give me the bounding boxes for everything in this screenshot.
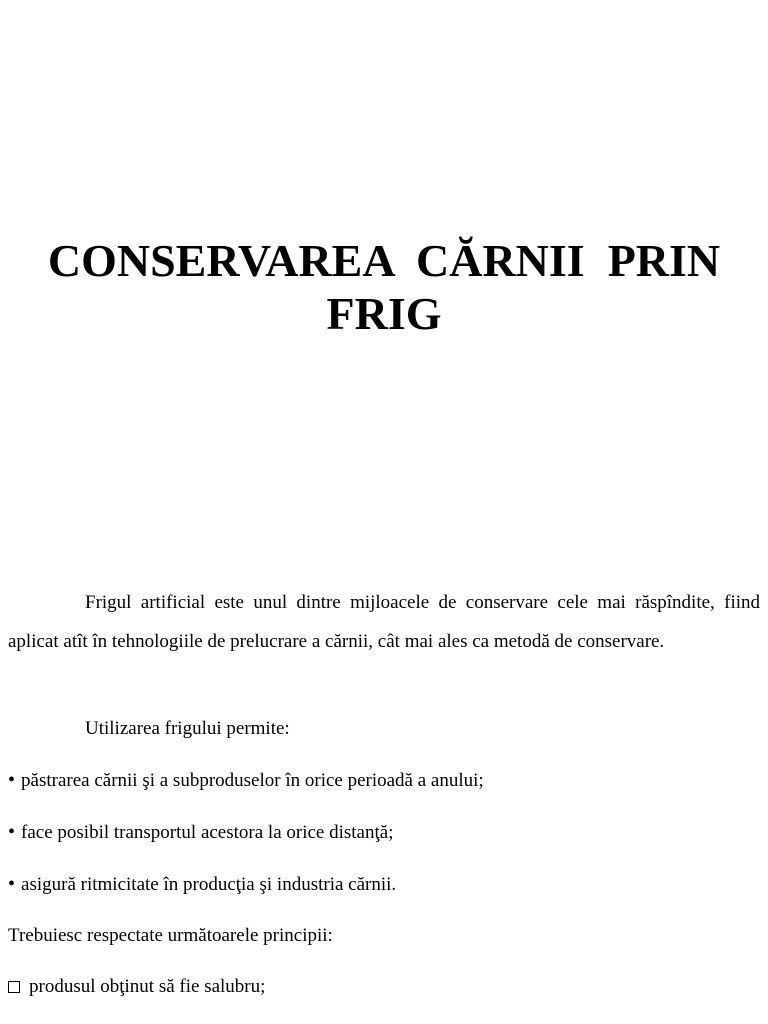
bullet-item xyxy=(8,813,393,852)
principle-text: produsul obţinut să fie salubru; xyxy=(29,976,266,997)
bullet-text: face posibil transportul acestora la orice distanţă; xyxy=(21,822,394,843)
bullet-text: asigură ritmicitate în producţia şi industria cărnii. xyxy=(21,874,397,895)
title-line-1: CONSERVAREA CĂRNII PRIN xyxy=(47,235,721,286)
checkbox-square-icon xyxy=(8,981,20,993)
bullet-dot-icon: • xyxy=(8,873,16,895)
bullet-item xyxy=(8,865,396,904)
principle-item xyxy=(8,967,265,1006)
document-title xyxy=(0,234,768,340)
principles-heading: Trebuiesc respectate următoarele principii: xyxy=(8,925,333,946)
bullet-dot-icon: • xyxy=(8,769,16,791)
bullet-item xyxy=(8,761,484,800)
intro-paragraph: Frigul artificial este unul dintre mijloacele de conservare cele mai răspîndite, fiind aplicat atît în tehnologiile de prelucrare a cărnii, cât mai ales ca metodă de conservare. xyxy=(8,592,760,652)
lead-sentence: Utilizarea frigului permite: xyxy=(85,718,290,739)
bullet-text: păstrarea cărnii şi a subproduselor în orice perioadă a anului; xyxy=(21,770,484,791)
bullet-dot-icon: • xyxy=(8,821,16,843)
title-line-2: FRIG xyxy=(326,288,442,339)
cut-off-next-line xyxy=(8,1012,760,1024)
